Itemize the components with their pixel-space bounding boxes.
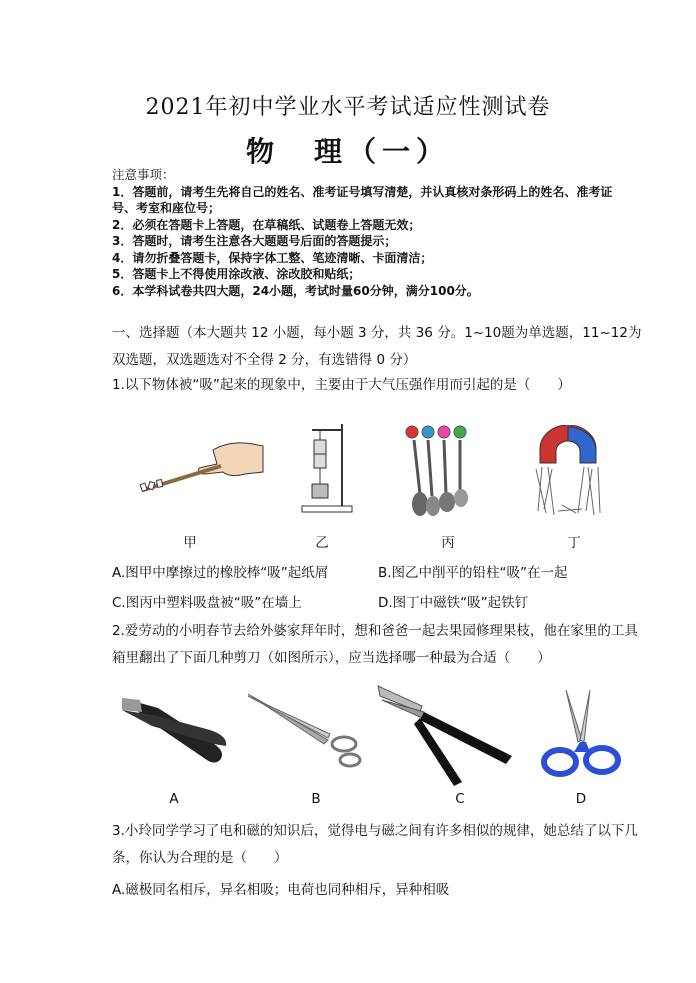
note-item: 6．本学科试卷共四大题，24小题，考试时量60分钟，满分100分。 (112, 283, 479, 298)
note-item: 5．答题卡上不得使用涂改液、涂改胶和贴纸； (112, 267, 361, 281)
figure-label: 乙 (315, 535, 329, 551)
long-scissors-figure (244, 690, 370, 770)
q1-option-c: C.图丙中塑料吸盘被“吸”在墙上 (112, 595, 302, 611)
note-item: 2．必须在答题卡上答题，在草稿纸、试题卷上答题无效； (112, 217, 421, 232)
section-heading: 一、选择题（本大题共 12 小题，每小题 3 分，共 36 分。1~10题为单选题，11~12为双选题，双选题选对不全得 2 分，有选错得 0 分） (112, 325, 642, 368)
magnet-nails-figure (532, 425, 604, 517)
figure-label: A (169, 791, 179, 807)
thread-snips-figure (118, 686, 234, 766)
question-1-stem: 1.以下物体被“吸”起来的现象中，主要由于大气压强作用而引起的是（ ） (112, 377, 571, 393)
exam-title: 2021年初中学业水平考试适应性测试卷 (145, 95, 551, 120)
q1-option-a: A.图甲中摩擦过的橡胶棒“吸”起纸屑 (112, 565, 329, 581)
suction-cup-hooks-figure (400, 424, 480, 520)
figure-label: 丁 (567, 535, 581, 551)
figure-label: C (455, 791, 465, 807)
notes-heading: 注意事项： (112, 167, 175, 182)
note-item: 4．请勿折叠答题卡，保持字体工整、笔迹清晰、卡面清洁； (112, 250, 433, 265)
figure-label: D (575, 791, 587, 807)
question-3-stem: 3.小玲同学学习了电和磁的知识后，觉得电与磁之间有许多相似的规律，她总结了以下几条，你认为合理的是（ ） (112, 823, 638, 866)
figure-label: B (311, 791, 321, 807)
notes-block (112, 167, 632, 299)
note-item: 3．答题时，请考生注意各大题题号后面的答题提示； (112, 234, 397, 248)
lead-cylinder-figure (298, 422, 358, 514)
q3-option-a: A.磁极同名相斥，异名相吸；电荷也同种相斥，异种相吸 (112, 882, 450, 898)
q1-option-b: B.图乙中削平的铅柱“吸”在一起 (378, 565, 568, 581)
rubber-rod-figure (135, 432, 265, 502)
figure-label: 丙 (441, 535, 455, 551)
question-2-stem: 2.爱劳动的小明春节去给外婆家拜年时，想和爸爸一起去果园修理果枝，他在家里的工具箱里翻出了下面几种剪刀（如图所示），应当选择哪一种最为合适（ ） (112, 623, 638, 666)
blue-scissors-figure (540, 688, 624, 780)
pruning-shears-figure (376, 682, 516, 786)
figure-label: 甲 (183, 535, 197, 551)
note-item: 1．答题前，请考生先将自己的姓名、准考证号填写清楚，并认真核对条形码上的姓名、准考证号、考室和座位号； (112, 184, 613, 215)
q1-option-d: D.图丁中磁铁“吸”起铁钉 (378, 595, 529, 611)
subject-title: 物 理（一） (245, 135, 450, 168)
